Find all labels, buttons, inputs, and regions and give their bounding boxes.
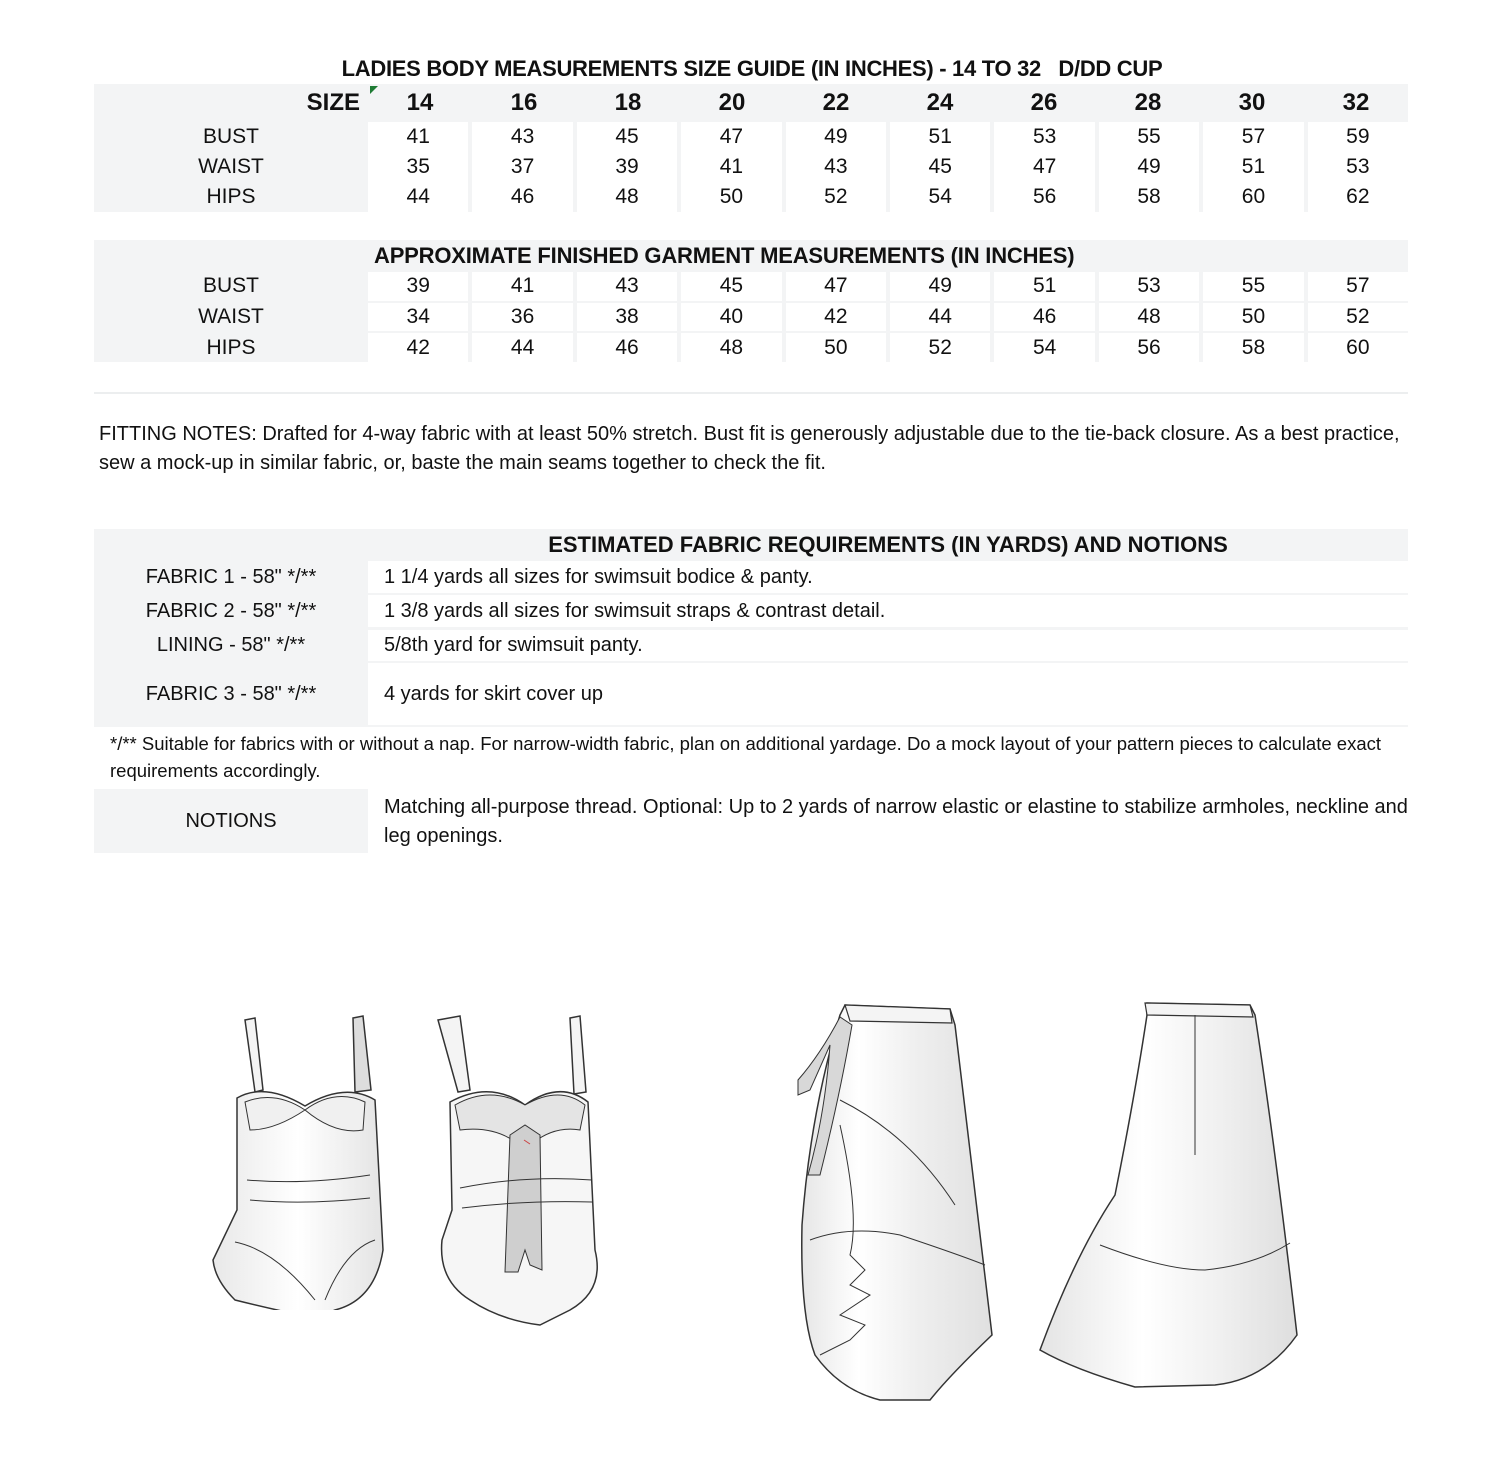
- table-row: WAIST 35 37 39 41 43 45 47 49 51 53: [94, 152, 1408, 182]
- finished-measurements-table: [94, 240, 1408, 362]
- fabric-footnote: */** Suitable for fabrics with or without a nap. For narrow-width fabric, plan on additional yardage. Do a mock layout of your pattern pieces to calculate exact requirements accordingly.: [110, 733, 1381, 781]
- table-row: HIPS 44 46 48 50 52 54 56 58 60 62: [94, 182, 1408, 212]
- size-header: 26: [1030, 89, 1058, 116]
- body-measurements-table: [94, 84, 1408, 212]
- table-row: WAIST 34 36 38 40 42 44 46 48 50 52: [94, 303, 1408, 332]
- notions-row: [94, 789, 1408, 853]
- finished-title-row: [94, 240, 1408, 272]
- notions-label: NOTIONS: [94, 789, 368, 853]
- size-header: 30: [1238, 89, 1266, 116]
- size-header: 14: [406, 89, 434, 116]
- table-row: HIPS 42 44 46 48 50 52 54 56 58 60: [94, 333, 1408, 362]
- body-rows: [94, 122, 1408, 212]
- table-row: FABRIC 2 - 58" */** 1 3/8 yards all sizes for swimsuit straps & contrast detail.: [94, 595, 1408, 627]
- wrap-skirt-front-illustration: [780, 995, 1000, 1405]
- table-row: FABRIC 3 - 58" */** 4 yards for skirt cover up: [94, 663, 1408, 725]
- size-header: 20: [718, 89, 746, 116]
- size-header: 28: [1134, 89, 1162, 116]
- notions-value: Matching all-purpose thread. Optional: Up to 2 yards of narrow elastic or elastine to stabilize armholes, neckline and leg openings.: [384, 796, 1408, 847]
- table-row: BUST 39 41 43 45 47 49 51 53 55 57: [94, 272, 1408, 301]
- table-row: FABRIC 1 - 58" */** 1 1/4 yards all sizes for swimsuit bodice & panty.: [94, 561, 1408, 593]
- size-header-row: [94, 84, 1408, 122]
- fabric-requirements-table: [94, 529, 1408, 727]
- size-header: 24: [926, 89, 954, 116]
- size-header: 22: [822, 89, 850, 116]
- size-label: SIZE: [94, 84, 368, 122]
- finished-measurements-title: APPROXIMATE FINISHED GARMENT MEASUREMENTS (IN INCHES): [374, 243, 1075, 268]
- swimsuit-back-illustration: [430, 1010, 620, 1330]
- size-header: 32: [1342, 89, 1370, 116]
- fitting-notes: FITTING NOTES: Drafted for 4-way fabric with at least 50% stretch. Bust fit is generously adjustable due to the tie-back closure. As a best practice, sew a mock-up in similar fabric, or, baste the main seams together to check the fit.: [99, 423, 1400, 474]
- section-divider: [94, 392, 1408, 394]
- cell-comment-marker-icon: [370, 86, 378, 94]
- table-row: LINING - 58" */** 5/8th yard for swimsuit panty.: [94, 630, 1408, 661]
- table-row: BUST 41 43 45 47 49 51 53 55 57 59: [94, 122, 1408, 152]
- body-measurements-title: LADIES BODY MEASUREMENTS SIZE GUIDE (IN INCHES) - 14 TO 32 D/DD CUP: [341, 56, 1163, 81]
- swimsuit-front-illustration: [205, 1010, 405, 1310]
- finished-rows: [94, 272, 1408, 362]
- wrap-skirt-back-illustration: [1035, 995, 1305, 1395]
- size-header: 16: [510, 89, 538, 116]
- size-header: 18: [614, 89, 642, 116]
- fabric-requirements-title: ESTIMATED FABRIC REQUIREMENTS (IN YARDS) AND NOTIONS: [548, 532, 1228, 557]
